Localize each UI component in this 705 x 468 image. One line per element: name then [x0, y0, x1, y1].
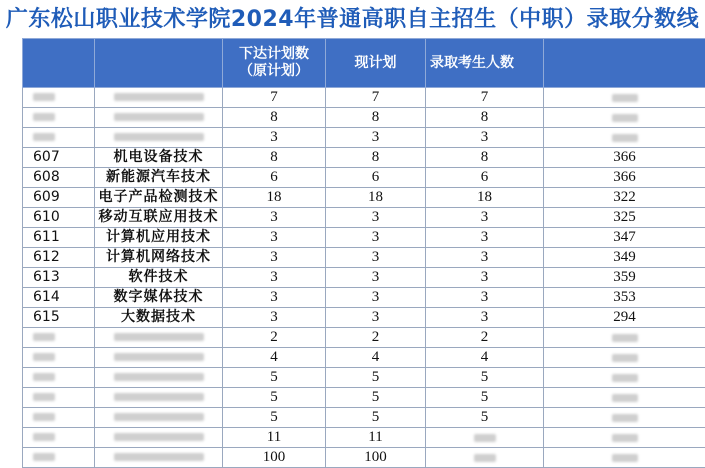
- cell-current-plan: 3: [326, 288, 426, 308]
- cell-major: [95, 108, 223, 128]
- cell-admitted: 3: [426, 208, 544, 228]
- redacted-text: [474, 454, 496, 462]
- cell-code: [23, 348, 95, 368]
- cell-major: 软件技术: [95, 268, 223, 288]
- header-major: [95, 39, 223, 88]
- cell-major: [95, 348, 223, 368]
- redacted-text: [612, 334, 638, 342]
- cell-original-plan: 8: [223, 108, 326, 128]
- cell-code: [23, 328, 95, 348]
- cell-original-plan: 3: [223, 248, 326, 268]
- cell-admitted: 4: [426, 348, 544, 368]
- table-row: [23, 348, 705, 368]
- redacted-text: [114, 373, 204, 381]
- cell-score: 322: [544, 188, 705, 208]
- cell-score: [544, 128, 705, 148]
- table-row: [23, 448, 705, 468]
- cell-admitted: 8: [426, 148, 544, 168]
- table-body: [23, 88, 705, 468]
- cell-score: [544, 408, 705, 428]
- cell-current-plan: 100: [326, 448, 426, 468]
- redacted-text: [33, 373, 55, 381]
- redacted-text: [33, 453, 55, 461]
- cell-admitted: 18: [426, 188, 544, 208]
- cell-original-plan: 7: [223, 88, 326, 108]
- redacted-text: [114, 353, 204, 361]
- cell-original-plan: 18: [223, 188, 326, 208]
- cell-admitted: 3: [426, 128, 544, 148]
- redacted-text: [33, 393, 55, 401]
- cell-code: 611: [23, 228, 95, 248]
- redacted-text: [612, 374, 638, 382]
- cell-current-plan: 8: [326, 108, 426, 128]
- redacted-text: [114, 393, 204, 401]
- redacted-text: [33, 133, 55, 141]
- redacted-text: [114, 433, 204, 441]
- admission-score-table: [22, 38, 705, 468]
- table-row: [23, 188, 705, 208]
- cell-original-plan: 5: [223, 408, 326, 428]
- cell-current-plan: 3: [326, 308, 426, 328]
- cell-code: 607: [23, 148, 95, 168]
- cell-code: 612: [23, 248, 95, 268]
- redacted-text: [612, 414, 638, 422]
- cell-score: [544, 348, 705, 368]
- cell-major: 移动互联应用技术: [95, 208, 223, 228]
- redacted-text: [114, 413, 204, 421]
- redacted-text: [114, 113, 204, 121]
- cell-major: [95, 408, 223, 428]
- cell-admitted: 8: [426, 108, 544, 128]
- cell-major: [95, 368, 223, 388]
- cell-original-plan: 5: [223, 388, 326, 408]
- cell-code: [23, 108, 95, 128]
- header-original-plan-line2: （原计划）: [223, 63, 325, 80]
- cell-score: 359: [544, 268, 705, 288]
- redacted-text: [33, 93, 55, 101]
- table-row: [23, 168, 705, 188]
- cell-original-plan: 11: [223, 428, 326, 448]
- cell-score: [544, 328, 705, 348]
- cell-original-plan: 100: [223, 448, 326, 468]
- cell-original-plan: 3: [223, 128, 326, 148]
- table-row: [23, 208, 705, 228]
- cell-admitted: 3: [426, 228, 544, 248]
- cell-original-plan: 3: [223, 288, 326, 308]
- redacted-text: [612, 114, 638, 122]
- cell-score: 325: [544, 208, 705, 228]
- redacted-text: [114, 333, 204, 341]
- cell-original-plan: 6: [223, 168, 326, 188]
- cell-score: [544, 108, 705, 128]
- cell-major: 数字媒体技术: [95, 288, 223, 308]
- cell-major: [95, 88, 223, 108]
- cell-original-plan: 3: [223, 308, 326, 328]
- redacted-text: [33, 333, 55, 341]
- cell-current-plan: 5: [326, 368, 426, 388]
- cell-code: [23, 388, 95, 408]
- cell-current-plan: 6: [326, 168, 426, 188]
- cell-admitted: 3: [426, 268, 544, 288]
- cell-score: 366: [544, 168, 705, 188]
- cell-major: [95, 448, 223, 468]
- cell-score: 349: [544, 248, 705, 268]
- cell-admitted: 2: [426, 328, 544, 348]
- redacted-text: [33, 113, 55, 121]
- table-row: [23, 248, 705, 268]
- cell-admitted: 5: [426, 408, 544, 428]
- cell-major: 大数据技术: [95, 308, 223, 328]
- cell-code: [23, 448, 95, 468]
- table-row: [23, 328, 705, 348]
- header-code: [23, 39, 95, 88]
- cell-code: [23, 128, 95, 148]
- redacted-text: [612, 354, 638, 362]
- header-current-plan: 现计划: [326, 39, 426, 88]
- cell-major: [95, 428, 223, 448]
- table-row: [23, 88, 705, 108]
- table-row: [23, 268, 705, 288]
- cell-current-plan: 5: [326, 388, 426, 408]
- cell-admitted: 3: [426, 308, 544, 328]
- redacted-text: [474, 434, 496, 442]
- cell-current-plan: 11: [326, 428, 426, 448]
- cell-major: [95, 328, 223, 348]
- cell-current-plan: 3: [326, 228, 426, 248]
- redacted-text: [33, 353, 55, 361]
- redacted-text: [114, 133, 204, 141]
- cell-score: 366: [544, 148, 705, 168]
- cell-admitted: 7: [426, 88, 544, 108]
- cell-admitted: 5: [426, 388, 544, 408]
- cell-current-plan: 7: [326, 88, 426, 108]
- table-header-row: [23, 39, 705, 88]
- table-row: [23, 148, 705, 168]
- cell-score: 347: [544, 228, 705, 248]
- cell-score: [544, 448, 705, 468]
- cell-major: [95, 388, 223, 408]
- cell-current-plan: 4: [326, 348, 426, 368]
- cell-major: [95, 128, 223, 148]
- table-row: [23, 408, 705, 428]
- cell-code: 608: [23, 168, 95, 188]
- redacted-text: [114, 453, 204, 461]
- cell-original-plan: 3: [223, 228, 326, 248]
- cell-original-plan: 8: [223, 148, 326, 168]
- table-row: [23, 388, 705, 408]
- table-row: [23, 308, 705, 328]
- table-row: [23, 368, 705, 388]
- cell-major: 计算机应用技术: [95, 228, 223, 248]
- header-admitted: 录取考生人数: [426, 39, 544, 88]
- cell-original-plan: 5: [223, 368, 326, 388]
- header-score: [544, 39, 705, 88]
- cell-major: 机电设备技术: [95, 148, 223, 168]
- cell-admitted: 5: [426, 368, 544, 388]
- header-original-plan: [223, 39, 326, 88]
- cell-score: [544, 368, 705, 388]
- cell-code: 610: [23, 208, 95, 228]
- cell-code: [23, 428, 95, 448]
- cell-major: 电子产品检测技术: [95, 188, 223, 208]
- redacted-text: [612, 454, 638, 462]
- cell-original-plan: 3: [223, 268, 326, 288]
- page-title: 广东松山职业技术学院2024年普通高职自主招生（中职）录取分数线: [0, 0, 705, 40]
- cell-admitted: 3: [426, 288, 544, 308]
- cell-current-plan: 18: [326, 188, 426, 208]
- redacted-text: [33, 413, 55, 421]
- cell-major: 计算机网络技术: [95, 248, 223, 268]
- cell-original-plan: 2: [223, 328, 326, 348]
- redacted-text: [612, 434, 638, 442]
- cell-code: [23, 408, 95, 428]
- cell-original-plan: 4: [223, 348, 326, 368]
- cell-major: 新能源汽车技术: [95, 168, 223, 188]
- table-row: [23, 288, 705, 308]
- table-row: [23, 108, 705, 128]
- cell-score: [544, 388, 705, 408]
- cell-code: [23, 368, 95, 388]
- cell-admitted: 6: [426, 168, 544, 188]
- table-row: [23, 228, 705, 248]
- redacted-text: [114, 93, 204, 101]
- redacted-text: [33, 433, 55, 441]
- table-row: [23, 428, 705, 448]
- cell-score: [544, 88, 705, 108]
- cell-score: 294: [544, 308, 705, 328]
- redacted-text: [612, 394, 638, 402]
- cell-code: 613: [23, 268, 95, 288]
- cell-current-plan: 3: [326, 248, 426, 268]
- cell-current-plan: 3: [326, 208, 426, 228]
- cell-current-plan: 5: [326, 408, 426, 428]
- table-row: [23, 128, 705, 148]
- redacted-text: [612, 134, 638, 142]
- cell-code: 614: [23, 288, 95, 308]
- cell-current-plan: 8: [326, 148, 426, 168]
- header-original-plan-line1: 下达计划数: [223, 46, 325, 63]
- cell-admitted: [426, 448, 544, 468]
- cell-score: 353: [544, 288, 705, 308]
- cell-code: 609: [23, 188, 95, 208]
- cell-original-plan: 3: [223, 208, 326, 228]
- cell-current-plan: 3: [326, 268, 426, 288]
- cell-current-plan: 2: [326, 328, 426, 348]
- cell-admitted: [426, 428, 544, 448]
- cell-score: [544, 428, 705, 448]
- cell-admitted: 3: [426, 248, 544, 268]
- cell-current-plan: 3: [326, 128, 426, 148]
- cell-code: 615: [23, 308, 95, 328]
- redacted-text: [612, 94, 638, 102]
- cell-code: [23, 88, 95, 108]
